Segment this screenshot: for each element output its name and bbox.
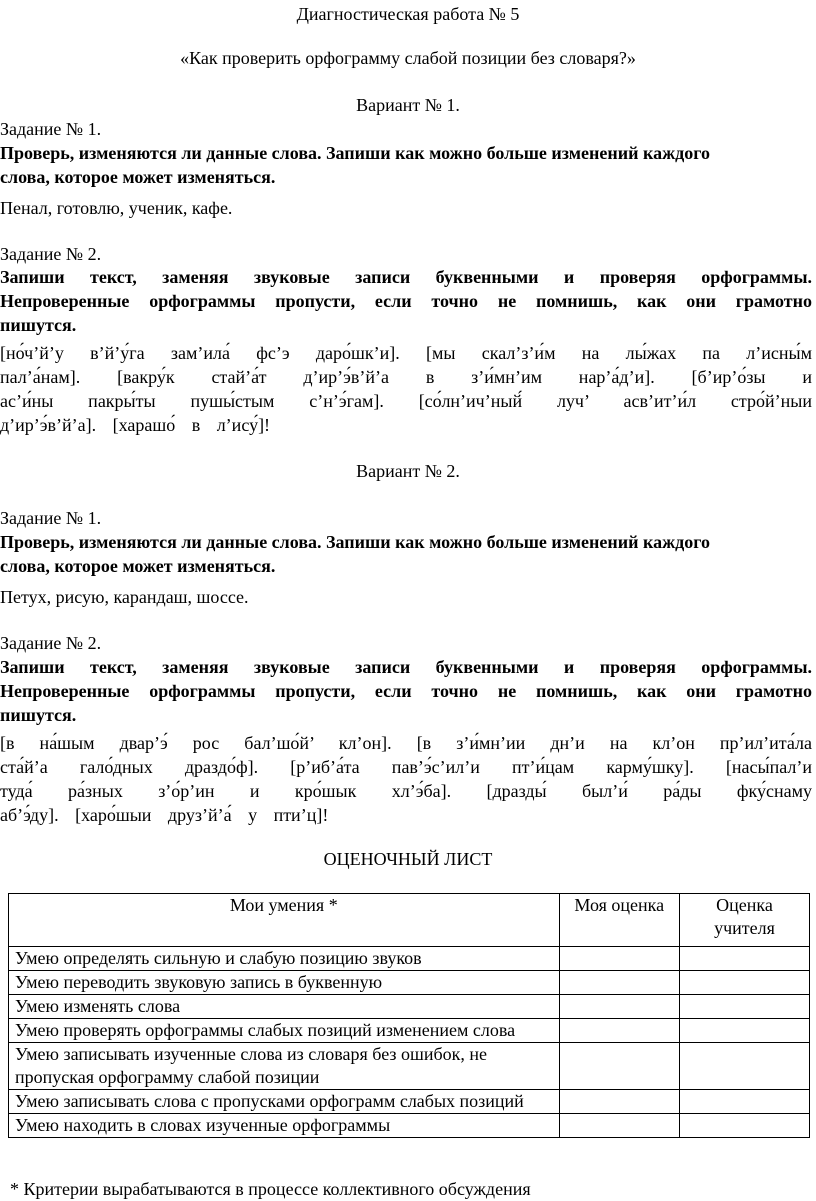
skill-cell: Умею записывать слова с пропусками орфограмм слабых позиций [9,1090,560,1114]
v2-phonetic-text-line2: ста́й’а гало́дных драздо́ф]. [р’иб’а́та пав’э́с’ил’и пт’и́цам карму́шку]. [насы́пал’и [0,757,812,777]
variant-2-heading: Вариант № 2. [356,461,460,481]
v2-phonetic-text-line3: туда́ ра́зных з’о́р’ин и кро́шык хл’э́ба]. [дразды́ был’и́ ра́ды фку́снаму [0,781,812,801]
table-row [9,1114,810,1138]
v1-task2-instruction-line3: пишутся. [0,315,77,335]
header-teacher-grade: Оценка учителя [680,894,810,947]
teacher-grade-cell[interactable] [680,995,810,1019]
header-self-grade: Моя оценка [559,894,679,947]
skill-cell: Умею переводить звуковую запись в буквенную [9,971,560,995]
v1-task1-instruction-line1: Проверь, изменяются ли данные слова. Запиши как можно больше изменений каждого [0,143,710,163]
table-row [9,1043,810,1090]
table-row [9,995,810,1019]
v1-phonetic-text-line3: ас’и́ны пакры́ты пушы́стым с’н’э́гам]. [со́лн’ич’ный́ луч’ асв’ит’и́л стро́й’ныи [0,391,812,411]
v1-task1-words: Пенал, готовлю, ученик, кафе. [0,198,233,218]
v1-phonetic-text-line2: пал’а́нам]. [вакру́к стай’а́т д’ир’э́в’й’а в з’и́мн’им нар’а́д’и]. [б’ир’о́зы и [0,367,812,387]
teacher-grade-cell[interactable] [680,1114,810,1138]
variant-1-heading: Вариант № 1. [356,95,460,115]
v2-task2-instruction-line1: Запиши текст, заменяя звуковые записи буквенными и проверяя орфограммы. [0,657,812,677]
self-grade-cell[interactable] [559,1019,679,1043]
v2-phonetic-text-line1: [в на́шым двар’э́ рос бал’шо́й’ кл’он]. [в з’и́мн’ии дн’и на кл’он пр’ил’ита́ла [0,733,812,753]
skill-cell: Умею записывать изученные слова из словаря без ошибок, не пропуская орфограмму слабой позиции [9,1043,560,1090]
teacher-grade-cell[interactable] [680,947,810,971]
table-row [9,947,810,971]
skill-cell: Умею находить в словах изученные орфограммы [9,1114,560,1138]
v1-task2-instruction-line1: Запиши текст, заменяя звуковые записи буквенными и проверяя орфограммы. [0,267,812,287]
skill-cell: Умею определять сильную и слабую позицию звуков [9,947,560,971]
grade-sheet-title: ОЦЕНОЧНЫЙ ЛИСТ [323,849,493,869]
self-grade-cell[interactable] [559,995,679,1019]
self-grade-cell[interactable] [559,971,679,995]
v1-task1-instruction-line2: слова, которое может изменяться. [0,167,276,187]
header-skills: Мои умения * [9,894,560,947]
teacher-grade-cell[interactable] [680,1043,810,1090]
teacher-grade-cell[interactable] [680,1019,810,1043]
v1-task2-label: Задание № 2. [0,244,102,264]
table-row [9,1090,810,1114]
v2-task1-instruction-line1: Проверь, изменяются ли данные слова. Запиши как можно больше изменений каждого [0,532,710,552]
v2-task1-label: Задание № 1. [0,508,102,528]
self-grade-cell[interactable] [559,1090,679,1114]
skill-cell: Умею изменять слова [9,995,560,1019]
self-grade-cell[interactable] [559,947,679,971]
v1-task1-label: Задание № 1. [0,119,102,139]
document-title: Диагностическая работа № 5 [296,4,520,24]
table-row [9,1019,810,1043]
v1-task2-instruction-line2: Непроверенные орфограммы пропусти, если точно не помнишь, как они грамотно [0,291,812,311]
v2-phonetic-text-line4: аб’э́ду]. [харо́шыи друз’й’а́ у пти’ц]! [0,805,329,825]
v1-phonetic-text-line1: [но́ч’й’у в’й’у́га зам’ила́ фс’э даро́шк’и]. [мы скал’з’и́м на лы́жах па л’исны́м [0,343,812,363]
v2-task1-words: Петух, рисую, карандаш, шоссе. [0,587,249,607]
table-header-row [9,894,810,947]
v2-task1-instruction-line2: слова, которое может изменяться. [0,556,276,576]
self-grade-cell[interactable] [559,1114,679,1138]
grade-sheet-footnote: * Критерии вырабатываются в процессе коллективного обсуждения [10,1179,531,1199]
teacher-grade-cell[interactable] [680,1090,810,1114]
v2-task2-label: Задание № 2. [0,633,102,653]
skill-cell: Умею проверять орфограммы слабых позиций изменением слова [9,1019,560,1043]
v1-phonetic-text-line4: д’ир’э́в’й’а]. [харашо́ в л’ису́]! [0,415,271,435]
v2-task2-instruction-line2: Непроверенные орфограммы пропусти, если точно не помнишь, как они грамотно [0,681,812,701]
v2-task2-instruction-line3: пишутся. [0,705,77,725]
self-grade-cell[interactable] [559,1043,679,1090]
document-subtitle: «Как проверить орфограмму слабой позиции без словаря?» [180,48,636,68]
grade-sheet-table [8,893,810,1138]
teacher-grade-cell[interactable] [680,971,810,995]
table-row [9,971,810,995]
